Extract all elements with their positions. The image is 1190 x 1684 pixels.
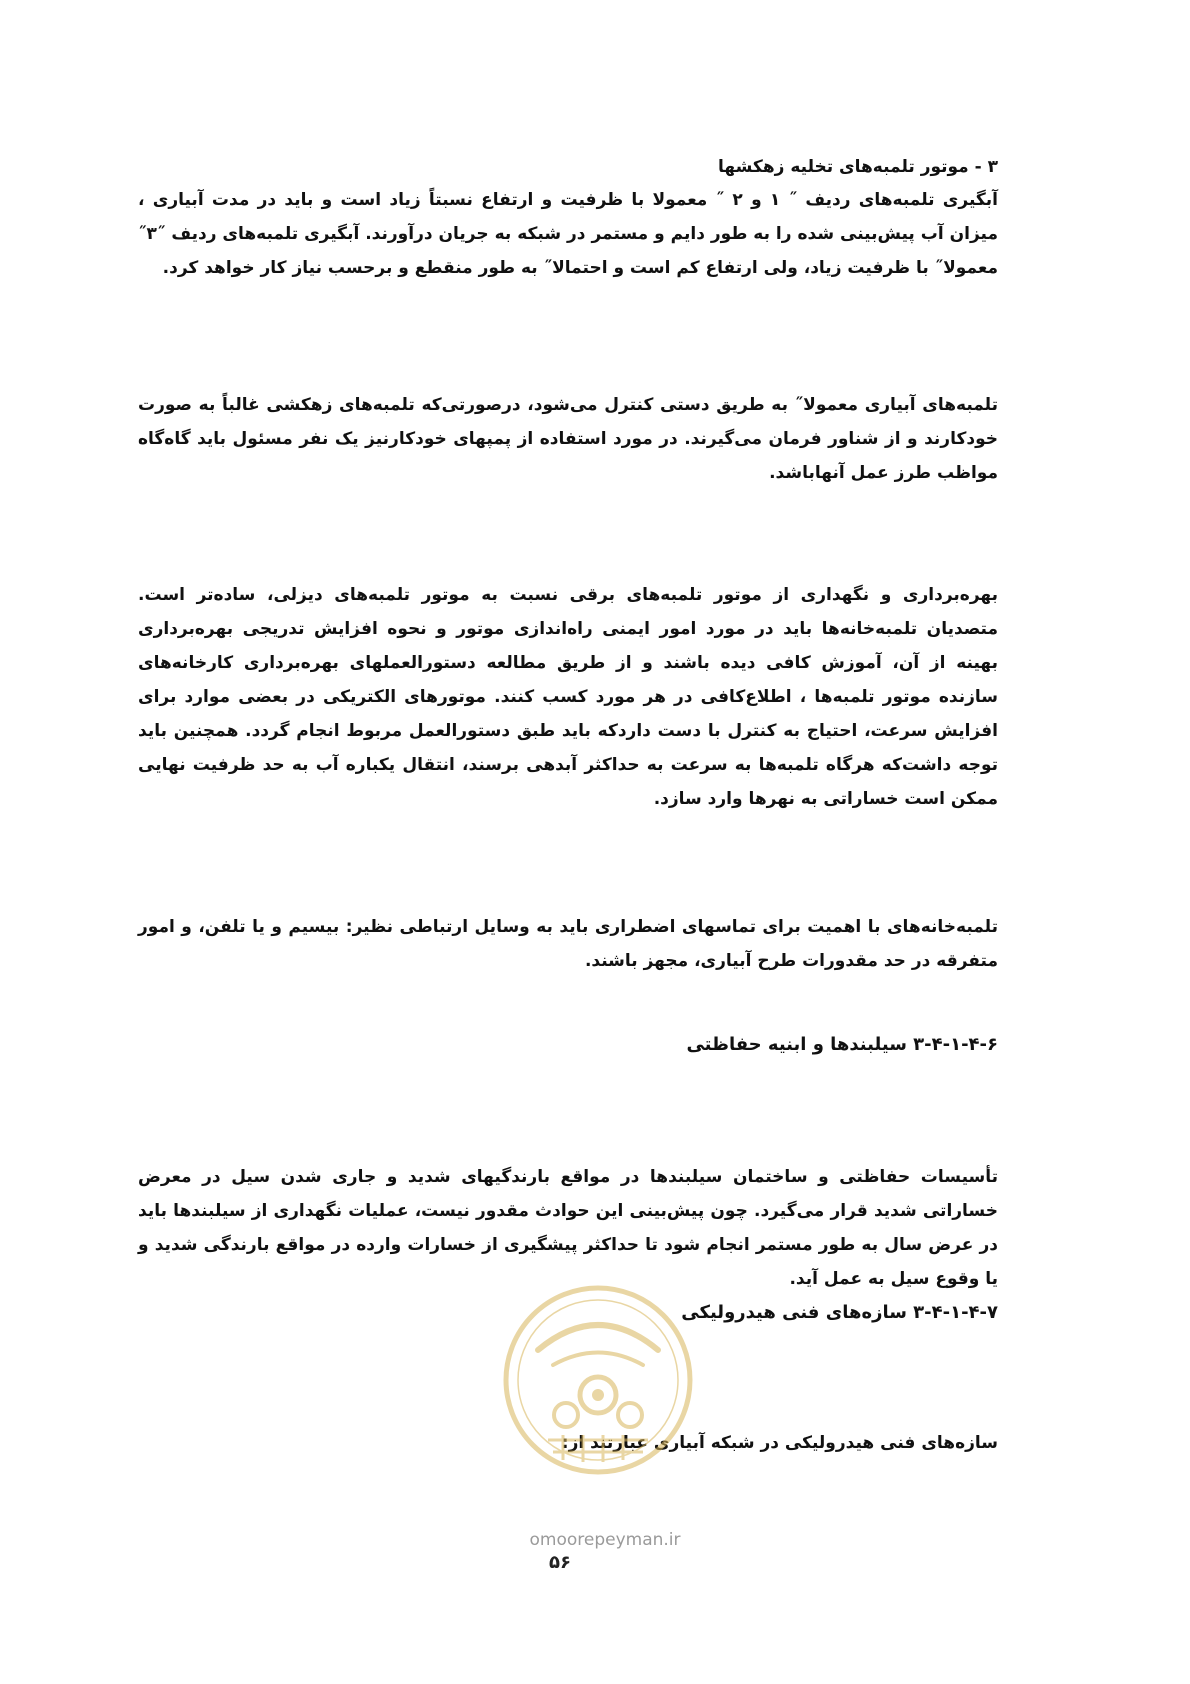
paragraph-pump-control: تلمبه‌های آبیاری معمولا˝ به طریق دستی کنترل می‌شود، درصورتی‌که تلمبه‌های زهکشی غالباً به صورت خودکارند و از شناور فرمان می‌گیرند. در مورد استفاده از پمپهای خودکارنیز یک نفر مسئول باید گاه‌گاه مواظب طرز عمل آنهاباشد. xyxy=(138,395,998,483)
paragraph-pump-maintenance: بهره‌برداری و نگهداری از موتور تلمبه‌های برقی نسبت به موتور تلمبه‌های دیزلی، ساده‌تر است. متصدیان تلمبه‌خانه‌ها باید در مورد امور ایمنی راه‌اندازی موتور و نحوه افزایش تدریجی بهره‌برداری بهینه از آن، آموزش کافی دیده باشند و از طریق مطالعه دستورالعملهای بهره‌برداری کارخانه‌های سازنده موتور تلمبه‌ها ، اطلاع‌کافی در هر مورد کسب کنند. موتورهای الکتریکی در بعضی موارد برای افزایش سرعت، احتیاج به کنترل با دست دارد‌که باید طبق دستورالعمل مربوط انجام گردد. همچنین باید توجه داشت‌که هرگاه تلمبه‌ها به سرعت به حداکثر آبدهی برسند، انتقال یکباره آب به حد ظرفیت نهایی ممکن است خساراتی به نهرها وارد سازد. xyxy=(138,585,998,809)
paragraph-flood-protection: تأسیسات حفاظتی و ساختمان سیلبندها در مواقع بارندگیهای شدید و جاری شدن سیل در معرض خساراتی شدید قرار می‌گیرد. چون پیش‌بینی این حوادث مقدور نیست، عملیات نگهداری از سیلبندها باید در عرض سال به طور مستمر انجام شود تا حداکثر پیشگیری از خسارات وارده در مواقع بارندگی شدید و یا وقوع سیل به عمل آید. xyxy=(138,1167,998,1289)
heading-hydraulic-structures: ۳-۴-۱-۴-۷ سازه‌های فنی هیدرولیکی xyxy=(681,1302,998,1323)
paragraph-communications: تلمبه‌خانه‌های با اهمیت برای تماسهای اضطراری باید به وسایل ارتباطی نظیر: بیسیم و یا تلفن، و امور متفرقه در حد مقدورات طرح آبیاری، مجهز باشند. xyxy=(138,917,998,971)
page-number: ۵۶ xyxy=(549,1552,571,1573)
watermark-url: omoorepeyman.ir xyxy=(529,1530,681,1550)
watermark-seal-icon xyxy=(498,1280,698,1480)
section-title: ۳ - موتور تلمبه‌های تخلیه زهکشها xyxy=(718,157,998,177)
paragraph-pump-intake: آبگیری تلمبه‌های ردیف ˝ ۱ و ۲ ˝ معمولا با ظرفیت و ارتفاع نسبتاً زیاد است و باید در مدت آبیاری ، میزان آب پیش‌بینی شده را به طور دایم و مستمر در شبکه به جریان درآورند. آبگیری تلمبه‌های ردیف ˝۳˝ معمولا˝ با ظرفیت زیاد، ولی ارتفاع کم است و احتمالا˝ به طور منقطع و برحسب نیاز کار خواهد کرد. xyxy=(138,190,998,278)
paragraph-hydraulic-structures: سازه‌های فنی هیدرولیکی در شبکه آبیاری عبارتند از: xyxy=(561,1433,998,1453)
heading-flood-levees: ۳-۴-۱-۴-۶ سیلبندها و ابنیه حفاظتی xyxy=(686,1034,998,1055)
